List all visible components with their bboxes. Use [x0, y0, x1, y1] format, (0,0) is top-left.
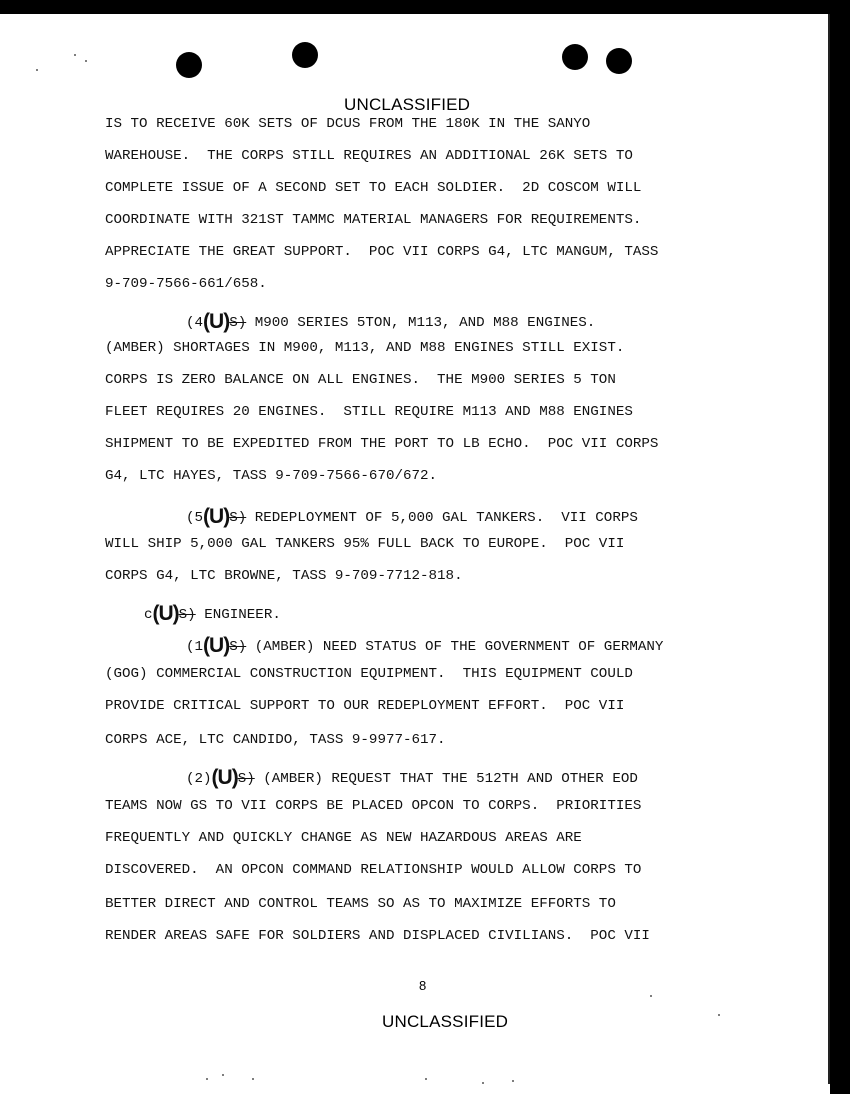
scan-speck: [85, 60, 87, 62]
scan-speck: [512, 1080, 514, 1082]
punch-hole-dot: [292, 42, 318, 68]
scan-top-border: [0, 0, 850, 14]
classification-header: UNCLASSIFIED: [344, 95, 471, 114]
paragraph-number: (2): [186, 771, 212, 787]
classification-mark: (U): [203, 310, 230, 333]
text-line: 9-709-7566-661/658.: [105, 276, 267, 292]
section-letter: c: [144, 607, 153, 623]
scan-speck: [425, 1078, 427, 1080]
struck-classification: S): [229, 315, 247, 331]
classification-mark: (U): [203, 505, 230, 528]
paragraph-number: (1: [186, 639, 204, 655]
text-line: G4, LTC HAYES, TASS 9-709-7566-670/672.: [105, 468, 438, 484]
scan-right-edge: [828, 14, 830, 1084]
text-line: FLEET REQUIRES 20 ENGINES. STILL REQUIRE M113 AND M88 ENGINES: [105, 404, 633, 420]
text-line: WILL SHIP 5,000 GAL TANKERS 95% FULL BACK TO EUROPE. POC VII: [105, 536, 625, 552]
page-number: 8: [419, 978, 427, 993]
text-line: CORPS ACE, LTC CANDIDO, TASS 9-9977-617.: [105, 732, 446, 748]
paragraph-1-heading: [186, 632, 663, 656]
text-line: COMPLETE ISSUE OF A SECOND SET TO EACH SOLDIER. 2D COSCOM WILL: [105, 180, 642, 196]
text-line: PROVIDE CRITICAL SUPPORT TO OUR REDEPLOYMENT EFFORT. POC VII: [105, 698, 625, 714]
text-line: (AMBER) SHORTAGES IN M900, M113, AND M88 ENGINES STILL EXIST.: [105, 340, 625, 356]
text-line: (GOG) COMMERCIAL CONSTRUCTION EQUIPMENT. THIS EQUIPMENT COULD: [105, 666, 633, 682]
text-line: IS TO RECEIVE 60K SETS OF DCUS FROM THE 180K IN THE SANYO: [105, 116, 591, 132]
punch-hole-dot: [176, 52, 202, 78]
struck-classification: S): [237, 771, 255, 787]
text-line: WAREHOUSE. THE CORPS STILL REQUIRES AN ADDITIONAL 26K SETS TO: [105, 148, 633, 164]
scan-speck: [36, 69, 38, 71]
section-c-heading: [144, 600, 281, 624]
text-line: FREQUENTLY AND QUICKLY CHANGE AS NEW HAZARDOUS AREAS ARE: [105, 830, 582, 846]
struck-classification: S): [178, 607, 196, 623]
section-heading-text: ENGINEER.: [195, 607, 281, 623]
paragraph-heading-text: M900 SERIES 5TON, M113, AND M88 ENGINES.: [246, 315, 596, 331]
text-line: CORPS G4, LTC BROWNE, TASS 9-709-7712-818.: [105, 568, 463, 584]
text-line: TEAMS NOW GS TO VII CORPS BE PLACED OPCON TO CORPS. PRIORITIES: [105, 798, 642, 814]
scan-speck: [718, 1014, 720, 1016]
scan-speck: [252, 1078, 254, 1080]
struck-classification: S): [229, 639, 247, 655]
paragraph-heading-text: (AMBER) NEED STATUS OF THE GOVERNMENT OF GERMANY: [246, 639, 664, 655]
classification-footer: UNCLASSIFIED: [382, 1012, 509, 1031]
scan-right-border: [830, 0, 850, 1094]
text-line: RENDER AREAS SAFE FOR SOLDIERS AND DISPLACED CIVILIANS. POC VII: [105, 928, 650, 944]
punch-hole-dot: [606, 48, 632, 74]
classification-mark: (U): [203, 634, 230, 657]
paragraph-4-heading: [186, 308, 595, 332]
punch-hole-dot: [562, 44, 588, 70]
text-line: SHIPMENT TO BE EXPEDITED FROM THE PORT TO LB ECHO. POC VII CORPS: [105, 436, 659, 452]
text-line: BETTER DIRECT AND CONTROL TEAMS SO AS TO MAXIMIZE EFFORTS TO: [105, 896, 616, 912]
scan-speck: [74, 54, 76, 56]
text-line: COORDINATE WITH 321ST TAMMC MATERIAL MANAGERS FOR REQUIREMENTS.: [105, 212, 642, 228]
scan-speck: [482, 1082, 484, 1084]
classification-mark: (U): [152, 602, 179, 625]
scan-speck: [650, 995, 652, 997]
paragraph-number: (4: [186, 315, 204, 331]
paragraph-number: (5: [186, 510, 204, 526]
text-line: DISCOVERED. AN OPCON COMMAND RELATIONSHIP WOULD ALLOW CORPS TO: [105, 862, 642, 878]
paragraph-2-heading: [186, 764, 638, 788]
paragraph-heading-text: REDEPLOYMENT OF 5,000 GAL TANKERS. VII CORPS: [246, 510, 638, 526]
scan-speck: [222, 1074, 224, 1076]
paragraph-heading-text: (AMBER) REQUEST THAT THE 512TH AND OTHER EOD: [254, 771, 638, 787]
paragraph-5-heading: [186, 503, 638, 527]
text-line: CORPS IS ZERO BALANCE ON ALL ENGINES. THE M900 SERIES 5 TON: [105, 372, 616, 388]
classification-mark: (U): [211, 766, 238, 789]
scan-speck: [206, 1078, 208, 1080]
text-line: APPRECIATE THE GREAT SUPPORT. POC VII CORPS G4, LTC MANGUM, TASS: [105, 244, 659, 260]
struck-classification: S): [229, 510, 247, 526]
